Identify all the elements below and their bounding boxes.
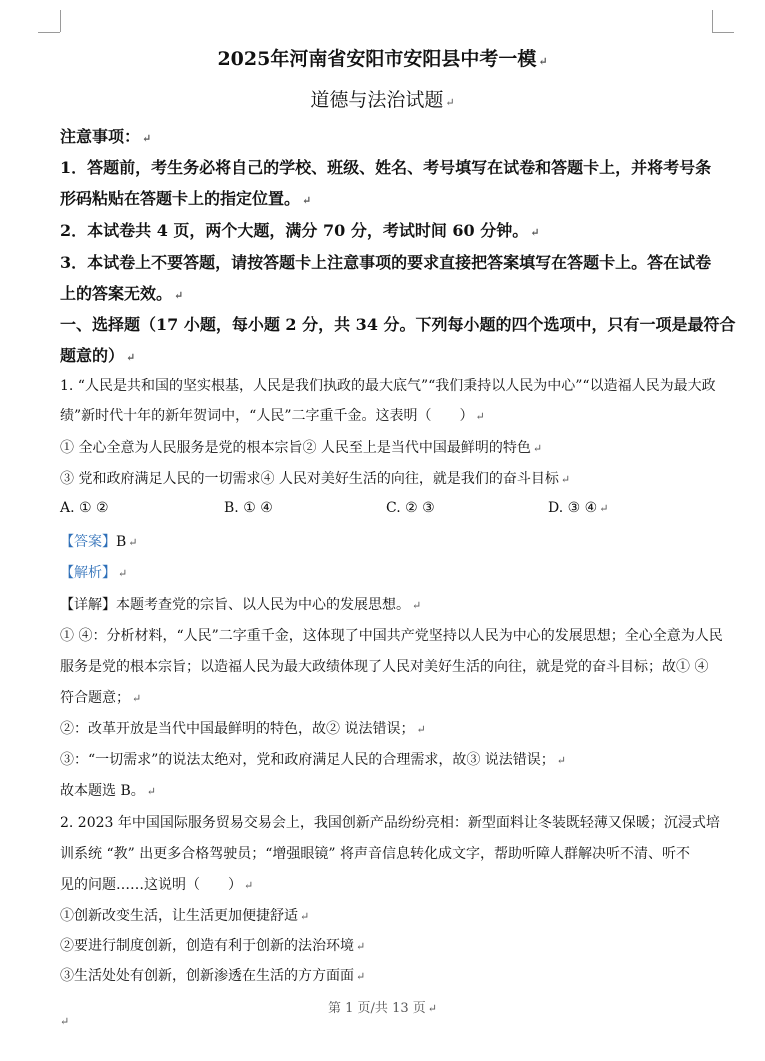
section-heading-line-1: 一、选择题（17 小题，每小题 2 分，共 34 分。下列每小题的四个选项中，只有一项是最符合 [60,315,736,334]
crop-mark-top-left-v [60,10,61,32]
answer-line [60,531,138,551]
paragraph-mark-icon: ↵ [427,1002,437,1015]
option-c: C. ② ③ [386,500,435,516]
notice-3-line-2: 上的答案无效。 ↵ [60,284,184,303]
paragraph-mark-icon: ↵ [532,442,543,455]
paragraph-mark-icon: ↵ [128,536,138,549]
crop-mark-top-left-h [38,32,60,33]
detail-text: 本题考查党的宗旨、以人民为中心的发展思想。 [116,597,410,613]
notice-1-line-1: 1．答题前，考生务必将自己的学校、班级、姓名、考号填写在试卷和答题卡上，并将考号条 [60,158,712,177]
notice-2: 2．本试卷共 4 页，两个大题，满分 70 分，考试时间 60 分钟。 ↵ [60,221,540,240]
question-2-line-2: 训系统 “教” 出更多合格驾驶员；“增强眼镜” 将声音信息转化成文字，帮助听障人群解决听不清、听不 [60,846,690,862]
notice-3-line-1: 3．本试卷上不要答题，请按答题卡上注意事项的要求直接把答案填写在答题卡上。答在试卷 [60,253,712,272]
conclusion: 故本题选 B。 ↵ [60,783,156,799]
option-a: A. ① ② [60,500,109,516]
document-title: 2025年河南省安阳市安阳县中考一模 ↵ [217,48,548,70]
paragraph-mark-icon: ↵ [445,96,455,109]
question-2-line-1: 2. 2023 年中国国际服务贸易交易会上，我国创新产品纷纷亮相：新型面料让冬装既轻薄又保暖；沉浸式培 [60,815,720,831]
crop-mark-top-right-h [712,32,734,33]
paragraph-mark-icon: ↵ [538,55,548,68]
question-2-statement-2: ②要进行制度创新，创造有利于创新的法治环境 ↵ [60,938,366,954]
paragraph-mark-icon: ↵ [126,351,136,364]
notice-heading: 注意事项： ↵ [60,127,152,146]
paragraph-mark-icon: ↵ [302,194,312,207]
paragraph-mark-icon: ↵ [356,940,366,953]
paragraph-mark-icon: ↵ [530,226,540,239]
paragraph-mark-icon: ↵ [60,1015,70,1028]
answer-label: 【答案】 [60,534,116,550]
paragraph-mark-icon: ↵ [412,599,422,612]
explanation-1-line-1: ① ④：分析材料，“人民”二字重千金，这体现了中国共产党坚持以人民为中心的发展思想；全心全意为人民 [60,628,723,644]
question-2-statement-1: ①创新改变生活，让生活更加便捷舒适 ↵ [60,908,310,924]
paragraph-mark-icon: ↵ [132,692,142,705]
paragraph-mark-icon: ↵ [556,754,566,767]
paragraph-mark-icon: ↵ [560,473,571,486]
explanation-2: ②：改革开放是当代中国最鲜明的特色，故② 说法错误； ↵ [60,721,426,737]
answer-value: B [116,534,127,550]
question-1-statements-2: ③ 党和政府满足人民的一切需求④ 人民对美好生活的向往，就是我们的奋斗目标 ↵ [60,471,571,487]
paragraph-mark-icon: ↵ [599,502,609,515]
question-2-statement-3: ③生活处处有创新，创新渗透在生活的方方面面 ↵ [60,968,366,984]
paragraph-mark-icon: ↵ [475,410,485,423]
explanation-1-line-3: 符合题意； ↵ [60,690,142,706]
notice-1-line-2: 形码粘贴在答题卡上的指定位置。 ↵ [60,189,312,208]
paragraph-mark-icon: ↵ [356,970,366,983]
detail-line [60,594,421,614]
analysis-label: 【解析】 [60,565,116,581]
crop-mark-top-right-v [712,10,713,32]
explanation-1-line-2: 服务是党的根本宗旨；以造福人民为最大政绩体现了人民对美好生活的向往，就是党的奋斗目标；故① ④ [60,659,709,675]
paragraph-mark-icon: ↵ [174,289,184,302]
section-heading-line-2: 题意的） ↵ [60,346,136,365]
document-subtitle: 道德与法治试题 ↵ [310,89,455,111]
question-2-line-3: 见的问题……这说明（ ） ↵ [60,877,254,893]
paragraph-mark-icon: ↵ [300,910,310,923]
analysis-line [60,562,127,582]
paragraph-mark-icon: ↵ [142,132,152,145]
question-1-statements-1: ① 全心全意为人民服务是党的根本宗旨② 人民至上是当代中国最鲜明的特色 ↵ [60,440,543,456]
paragraph-mark-icon: ↵ [146,785,156,798]
paragraph-mark-icon: ↵ [118,567,128,580]
option-b: B. ① ④ [224,500,273,516]
question-1-line-1: 1. “人民是共和国的坚实根基，人民是我们执政的最大底气”“我们秉持以人民为中心”“以造福人民为最大政 [60,378,716,394]
option-d: D. ③ ④ ↵ [548,500,609,516]
page-footer: 第 1 页/共 13 页 ↵ [328,1001,437,1016]
question-1-line-2: 绩”新时代十年的新年贺词中，“人民”二字重千金。这表明（ ） ↵ [60,408,485,424]
explanation-3: ③：“一切需求”的说法太绝对，党和政府满足人民的合理需求，故③ 说法错误； ↵ [60,752,566,768]
paragraph-mark-icon: ↵ [416,723,426,736]
detail-label: 【详解】 [60,597,116,613]
paragraph-mark-icon: ↵ [244,879,254,892]
